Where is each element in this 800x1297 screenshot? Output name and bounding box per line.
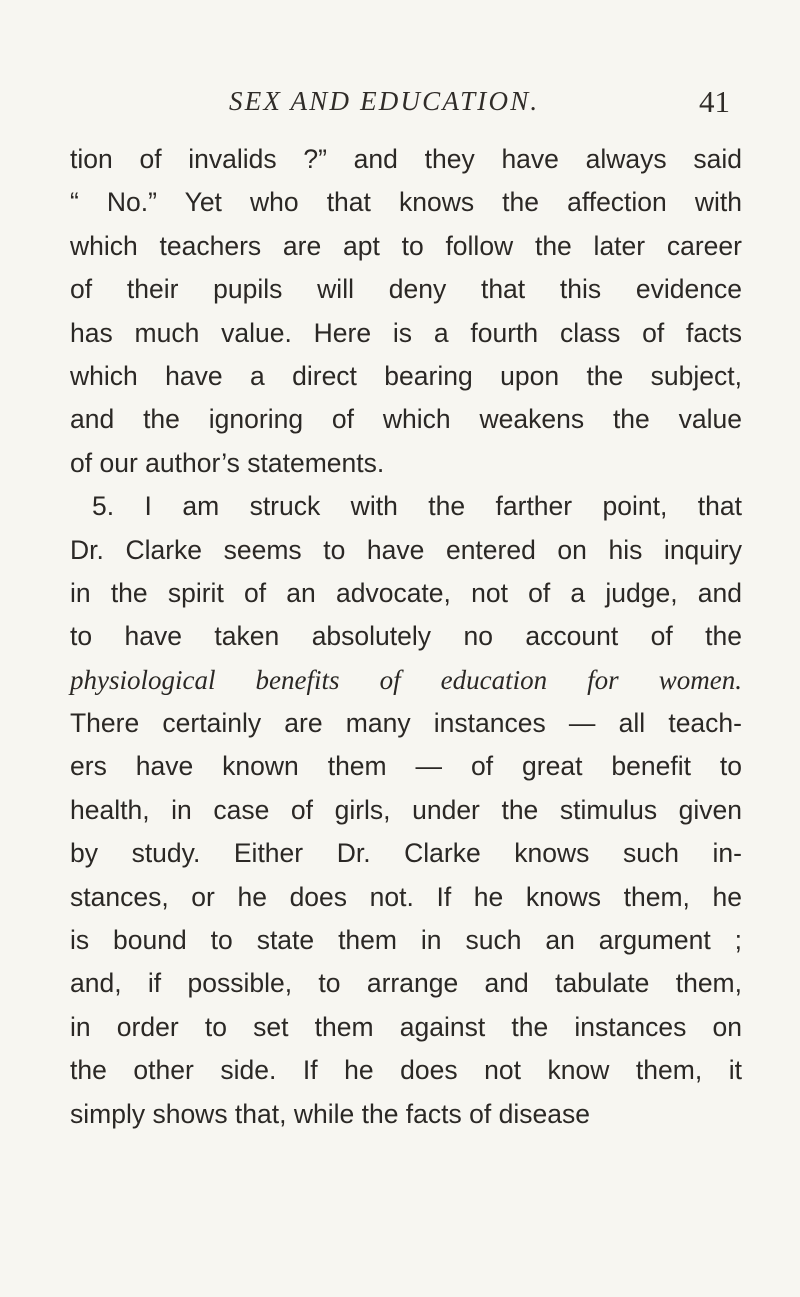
text-line: and the ignoring of which weakens the value bbox=[70, 404, 742, 435]
text-line: the other side. If he does not know them, it bbox=[70, 1055, 742, 1086]
text-line: “ No.” Yet who that knows the affection with bbox=[70, 187, 742, 218]
text-line: 5. I am struck with the farther point, that bbox=[92, 491, 742, 522]
italic-text-line bbox=[70, 659, 742, 702]
text-line: stances, or he does not. If he knows them, he bbox=[70, 881, 742, 912]
text-line: in order to set them against the instances on bbox=[70, 1011, 742, 1042]
text-line: Dr. Clarke seems to have entered on his inquiry bbox=[70, 534, 742, 565]
body-text bbox=[70, 138, 742, 1136]
running-title: SEX AND EDUCATION. bbox=[229, 86, 540, 116]
text-line: simply shows that, while the facts of disease bbox=[70, 1098, 590, 1129]
text-line: health, in case of girls, under the stimulus given bbox=[70, 794, 742, 825]
page-number: 41 bbox=[699, 84, 730, 119]
text-line: by study. Either Dr. Clarke knows such in- bbox=[70, 838, 742, 869]
text-line: of their pupils will deny that this evidence bbox=[70, 274, 742, 305]
running-header bbox=[0, 86, 800, 126]
italic-phrase: physiological benefits of education for women. bbox=[70, 664, 742, 695]
text-line: ers have known them — of great benefit to bbox=[70, 751, 742, 782]
text-line: There certainly are many instances — all teach- bbox=[70, 708, 742, 739]
text-line: tion of invalids ?” and they have always said bbox=[70, 144, 742, 174]
text-line: in the spirit of an advocate, not of a judge, and bbox=[70, 577, 742, 608]
text-line: has much value. Here is a fourth class of facts bbox=[70, 317, 742, 348]
text-line: of our author’s statements. bbox=[70, 447, 385, 478]
text-line: and, if possible, to arrange and tabulate them, bbox=[70, 968, 742, 999]
text-line: which teachers are apt to follow the later career bbox=[70, 230, 742, 261]
text-line: is bound to state them in such an argument ; bbox=[70, 925, 742, 956]
text-line: to have taken absolutely no account of the bbox=[70, 621, 742, 652]
text-line: which have a direct bearing upon the subject, bbox=[70, 360, 742, 391]
